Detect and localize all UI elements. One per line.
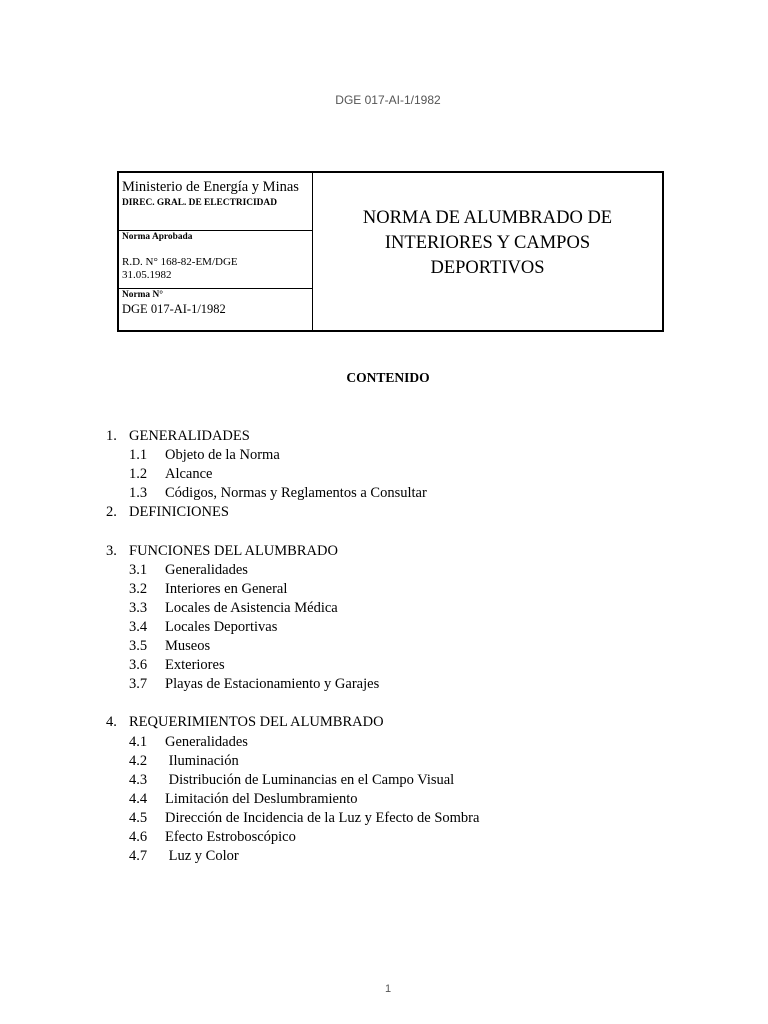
toc-section bbox=[106, 542, 479, 561]
toc-item-title: Distribución de Luminancias en el Campo Visual bbox=[165, 771, 455, 788]
toc-item-number: 3. bbox=[106, 542, 117, 559]
toc-section bbox=[106, 503, 479, 522]
document-title bbox=[313, 173, 662, 330]
table-of-contents bbox=[106, 427, 479, 866]
toc-section bbox=[106, 427, 479, 446]
toc-subsection bbox=[106, 828, 479, 847]
ministry-cell bbox=[119, 173, 312, 231]
toc-subsection bbox=[106, 446, 479, 465]
toc-item-title: Dirección de Incidencia de la Luz y Efecto de Sombra bbox=[165, 809, 480, 826]
toc-subsection bbox=[106, 733, 479, 752]
toc-item-title: Objeto de la Norma bbox=[165, 447, 280, 464]
toc-subsection bbox=[106, 465, 479, 484]
title-block-left-column bbox=[119, 173, 313, 330]
toc-item-number: 3.3 bbox=[129, 599, 148, 616]
ministry-name: Ministerio de Energía y Minas bbox=[122, 179, 299, 195]
toc-item-title: Limitación del Deslumbramiento bbox=[165, 790, 358, 807]
approved-label: Norma Aprobada bbox=[122, 232, 193, 242]
document-title-line: NORMA DE ALUMBRADO DE bbox=[362, 208, 613, 228]
document-code-header: DGE 017-AI-1/1982 bbox=[335, 93, 441, 107]
toc-item-title: DEFINICIONES bbox=[129, 504, 229, 521]
toc-section bbox=[106, 713, 479, 732]
toc-item-title: Alcance bbox=[165, 466, 213, 483]
toc-item-title: GENERALIDADES bbox=[129, 428, 250, 444]
toc-item-title: Locales de Asistencia Médica bbox=[165, 599, 338, 616]
toc-item-title: Efecto Estroboscópico bbox=[165, 828, 296, 845]
toc-item-number: 4.7 bbox=[129, 848, 148, 865]
toc-item-title: Códigos, Normas y Reglamentos a Consultar bbox=[165, 485, 427, 502]
resolution-number: R.D. N° 168-82-EM/DGE bbox=[122, 256, 238, 268]
toc-item-number: 1. bbox=[106, 428, 117, 444]
toc-item-number: 4.1 bbox=[129, 733, 148, 750]
toc-item-title: Iluminación bbox=[165, 752, 239, 769]
toc-item-title: REQUERIMIENTOS DEL ALUMBRADO bbox=[129, 714, 384, 731]
toc-item-number: 4.4 bbox=[129, 790, 148, 807]
toc-subsection bbox=[106, 484, 479, 503]
toc-item-number: 4.6 bbox=[129, 828, 148, 845]
approval-cell bbox=[119, 231, 312, 289]
title-block bbox=[117, 171, 664, 332]
toc-subsection bbox=[106, 561, 479, 580]
toc-item-number: 2. bbox=[106, 504, 117, 521]
toc-item-number: 3.5 bbox=[129, 638, 148, 655]
toc-item-number: 3.2 bbox=[129, 580, 148, 597]
toc-subsection bbox=[106, 790, 479, 809]
toc-item-number: 4.2 bbox=[129, 752, 148, 769]
norm-label: Norma N° bbox=[122, 290, 163, 300]
toc-item-number: 4.3 bbox=[129, 771, 148, 788]
toc-item-title: Generalidades bbox=[165, 561, 248, 578]
toc-item-title: Generalidades bbox=[165, 733, 248, 750]
toc-item-number: 1.3 bbox=[129, 485, 148, 502]
toc-item-title: Exteriores bbox=[165, 657, 225, 674]
toc-subsection bbox=[106, 675, 479, 694]
page-number: 1 bbox=[384, 983, 392, 995]
toc-subsection bbox=[106, 618, 479, 637]
document-title-line: INTERIORES Y CAMPOS bbox=[384, 233, 591, 253]
contents-heading: CONTENIDO bbox=[346, 370, 430, 385]
toc-item-number: 1.1 bbox=[129, 447, 148, 464]
norm-number: DGE 017-AI-1/1982 bbox=[122, 302, 226, 316]
toc-subsection bbox=[106, 847, 479, 866]
toc-item-number: 3.7 bbox=[129, 676, 148, 693]
norm-number-cell bbox=[119, 289, 312, 330]
toc-item-number: 3.6 bbox=[129, 657, 148, 674]
approval-date: 31.05.1982 bbox=[122, 269, 172, 281]
toc-subsection bbox=[106, 656, 479, 675]
toc-item-number: 3.4 bbox=[129, 618, 148, 635]
toc-item-title: Interiores en General bbox=[165, 580, 288, 597]
document-title-line: DEPORTIVOS bbox=[430, 258, 545, 278]
toc-item-title: Locales Deportivas bbox=[165, 618, 278, 635]
toc-subsection bbox=[106, 809, 479, 828]
direction-name: DIREC. GRAL. DE ELECTRICIDAD bbox=[122, 198, 277, 208]
toc-item-title: Luz y Color bbox=[165, 848, 239, 865]
toc-subsection bbox=[106, 752, 479, 771]
toc-item-title: Playas de Estacionamiento y Garajes bbox=[165, 676, 380, 693]
toc-item-number: 4. bbox=[106, 714, 117, 731]
toc-item-number: 1.2 bbox=[129, 466, 148, 483]
toc-subsection bbox=[106, 771, 479, 790]
toc-item-title: Museos bbox=[165, 638, 211, 655]
toc-item-number: 4.5 bbox=[129, 809, 148, 826]
toc-item-number: 3.1 bbox=[129, 561, 148, 578]
toc-subsection bbox=[106, 637, 479, 656]
toc-subsection bbox=[106, 580, 479, 599]
toc-subsection bbox=[106, 599, 479, 618]
toc-item-title: FUNCIONES DEL ALUMBRADO bbox=[129, 542, 338, 559]
